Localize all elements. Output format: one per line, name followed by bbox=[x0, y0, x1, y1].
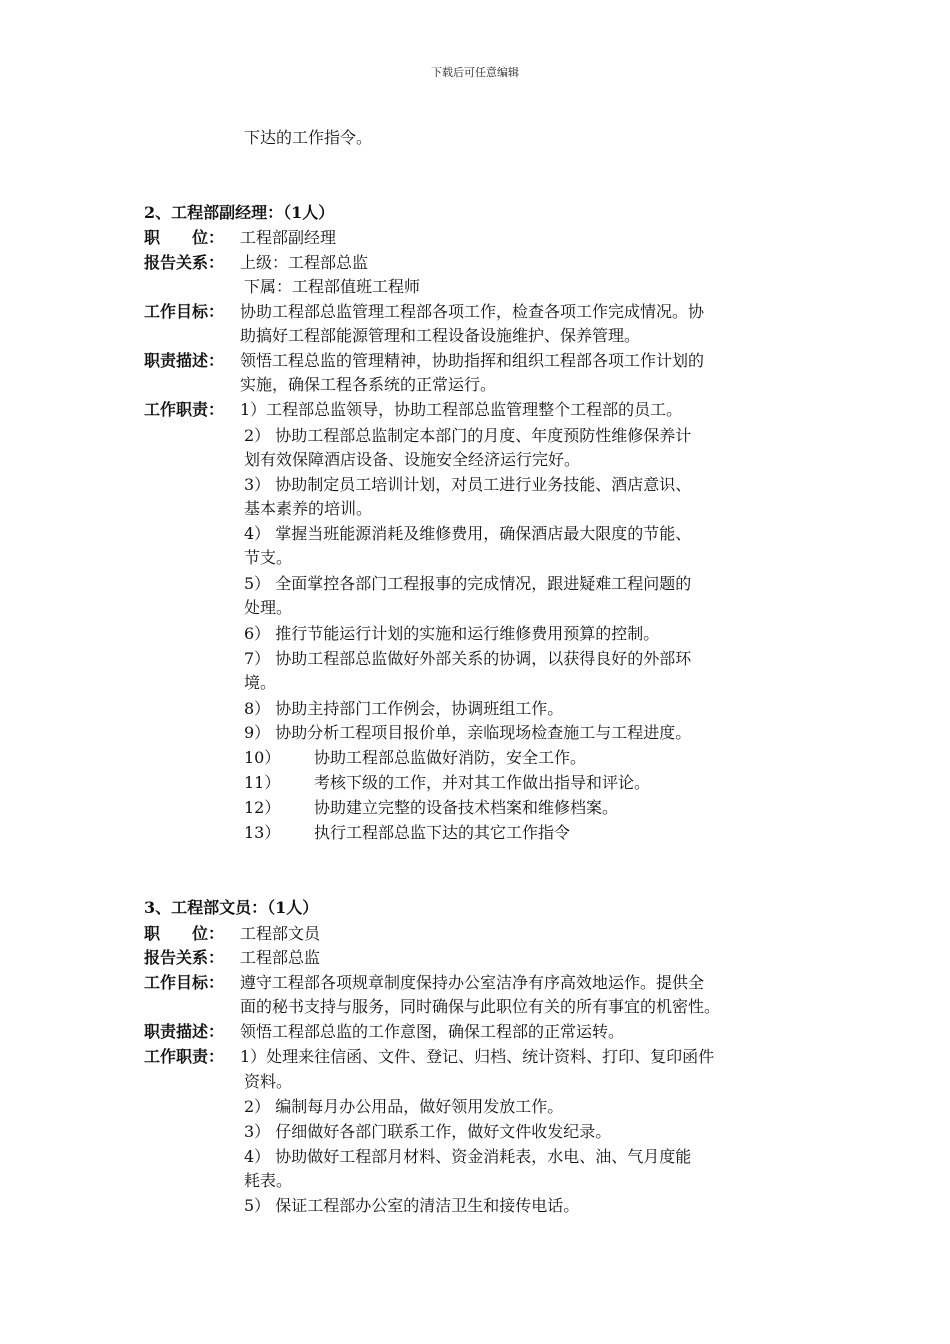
duty-number: 12） bbox=[244, 798, 281, 817]
goal-text: 面的秘书支持与服务，同时确保与此职位有关的所有事宜的机密性。 bbox=[240, 997, 721, 1016]
continuation-text: 下达的工作指令。 bbox=[244, 128, 373, 147]
report-superior: 上级：工程部总监 bbox=[240, 253, 369, 272]
position-label: 职 位： bbox=[144, 228, 225, 247]
duty-number: 10） bbox=[244, 748, 281, 767]
duty-item: 划有效保障酒店设备、设施安全经济运行完好。 bbox=[244, 450, 581, 469]
duty-text: 协助工程部总监做好消防，安全工作。 bbox=[314, 748, 587, 767]
goal-label: 工作目标： bbox=[144, 302, 225, 321]
duty-item: 7） 协助工程部总监做好外部关系的协调，以获得良好的外部环 bbox=[244, 649, 692, 668]
duty-item: 1）工程部总监领导，协助工程部总监管理整个工程部的员工。 bbox=[240, 400, 683, 419]
duty-item bbox=[244, 748, 586, 768]
duty-item bbox=[244, 773, 650, 793]
report-label: 报告关系： bbox=[144, 253, 225, 272]
duties-label: 工作职责： bbox=[144, 400, 225, 419]
duty-text: 协助建立完整的设备技术档案和维修档案。 bbox=[314, 798, 619, 817]
duty-item bbox=[244, 798, 618, 818]
report-value: 工程部总监 bbox=[240, 948, 321, 967]
duty-item: 节支。 bbox=[244, 548, 293, 567]
duty-number: 11） bbox=[244, 773, 281, 792]
section3-title: 3、工程部文员：（1人） bbox=[144, 898, 319, 917]
duty-item: 耗表。 bbox=[244, 1171, 293, 1190]
position-value: 工程部文员 bbox=[240, 924, 321, 943]
desc-label: 职责描述： bbox=[144, 351, 225, 370]
duty-item: 基本素养的培训。 bbox=[244, 499, 373, 518]
duty-item: 4） 协助做好工程部月材料、资金消耗表，水电、油、气月度能 bbox=[244, 1147, 692, 1166]
goal-text: 协助工程部总监管理工程部各项工作，检查各项工作完成情况。协 bbox=[240, 302, 705, 321]
desc-text: 领悟工程部总监的工作意图，确保工程部的正常运转。 bbox=[240, 1022, 625, 1041]
desc-text: 实施，确保工程各系统的正常运行。 bbox=[240, 375, 497, 394]
position-label: 职 位： bbox=[144, 924, 225, 943]
desc-label: 职责描述： bbox=[144, 1022, 225, 1041]
desc-text: 领悟工程总监的管理精神，协助指挥和组织工程部各项工作计划的 bbox=[240, 351, 705, 370]
duty-item: 8） 协助主持部门工作例会，协调班组工作。 bbox=[244, 699, 564, 718]
duty-item: 5） 全面掌控各部门工程报事的完成情况，跟进疑难工程问题的 bbox=[244, 574, 692, 593]
duty-item: 2） 协助工程部总监制定本部门的月度、年度预防性维修保养计 bbox=[244, 426, 692, 445]
duty-item bbox=[244, 823, 570, 843]
goal-text: 助搞好工程部能源管理和工程设备设施维护、保养管理。 bbox=[240, 326, 641, 345]
duty-number: 13） bbox=[244, 823, 281, 842]
goal-text: 遵守工程部各项规章制度保持办公室洁净有序高效地运作。提供全 bbox=[240, 973, 705, 992]
duty-text: 考核下级的工作，并对其工作做出指导和评论。 bbox=[314, 773, 651, 792]
duty-item: 6） 推行节能运行计划的实施和运行维修费用预算的控制。 bbox=[244, 624, 660, 643]
section2-title: 2、工程部副经理：（1人） bbox=[144, 203, 335, 222]
duty-item: 4） 掌握当班能源消耗及维修费用，确保酒店最大限度的节能、 bbox=[244, 524, 692, 543]
report-subordinate: 下属：工程部值班工程师 bbox=[244, 277, 421, 296]
report-label: 报告关系： bbox=[144, 948, 225, 967]
duties-label: 工作职责： bbox=[144, 1047, 225, 1066]
page-header: 下载后可任意编辑 bbox=[431, 66, 519, 79]
duty-text: 执行工程部总监下达的其它工作指令 bbox=[314, 823, 571, 842]
duty-item: 处理。 bbox=[244, 598, 293, 617]
duty-item: 境。 bbox=[244, 673, 277, 692]
duty-item: 2） 编制每月办公用品，做好领用发放工作。 bbox=[244, 1097, 564, 1116]
duty-item: 资料。 bbox=[244, 1072, 293, 1091]
duty-item: 3） 仔细做好各部门联系工作，做好文件收发纪录。 bbox=[244, 1122, 612, 1141]
goal-label: 工作目标： bbox=[144, 973, 225, 992]
duty-item: 3） 协助制定员工培训计划，对员工进行业务技能、酒店意识、 bbox=[244, 475, 692, 494]
duty-item: 9） 协助分析工程项目报价单，亲临现场检查施工与工程进度。 bbox=[244, 723, 692, 742]
position-value: 工程部副经理 bbox=[240, 228, 337, 247]
duty-item: 5） 保证工程部办公室的清洁卫生和接传电话。 bbox=[244, 1196, 580, 1215]
duty-item: 1）处理来往信函、文件、登记、归档、统计资料、打印、复印函件 bbox=[240, 1047, 715, 1066]
